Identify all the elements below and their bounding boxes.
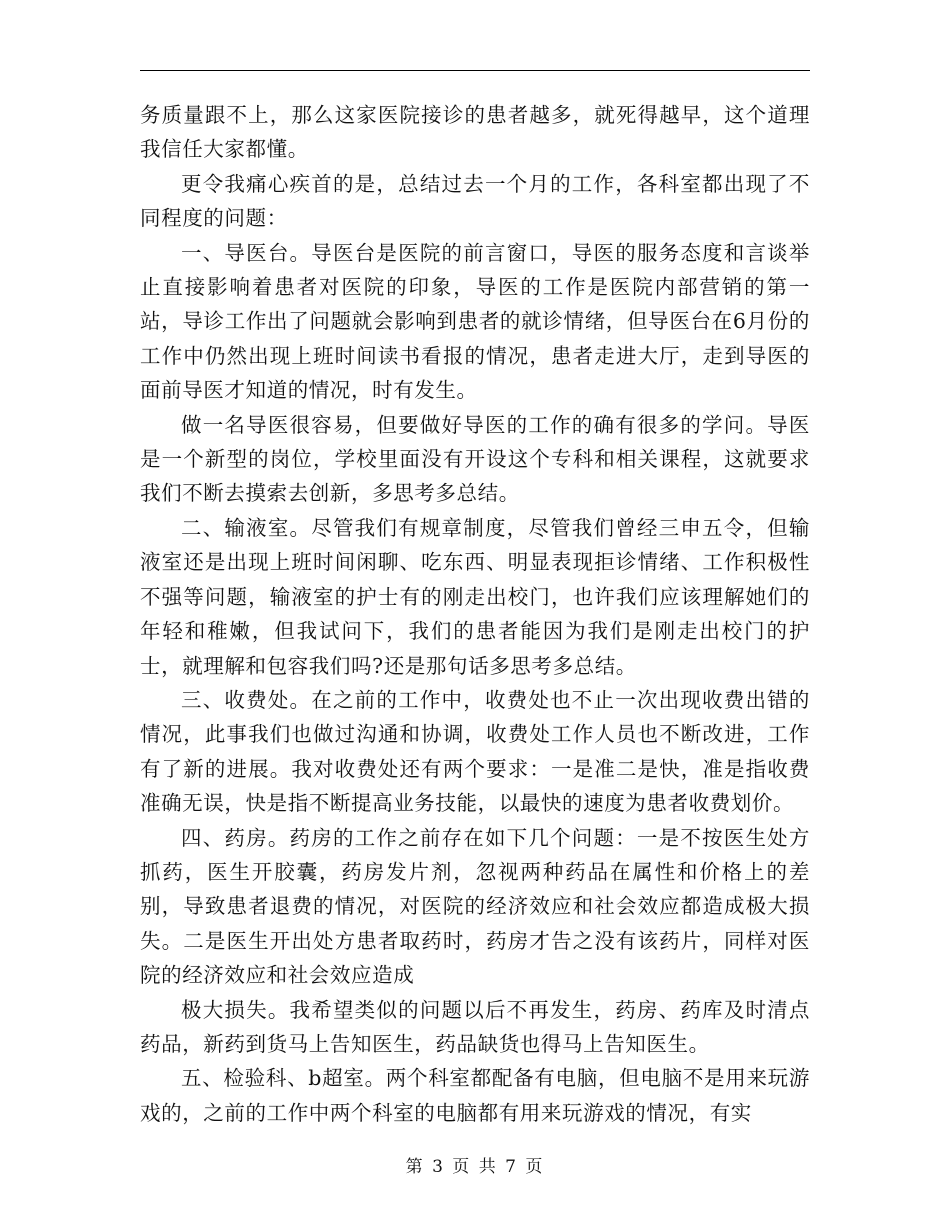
paragraph-pharmacy: 四、药房。药房的工作之前存在如下几个问题：一是不按医生处方抓药，医生开胶囊，药房发片剂，忽视两种药品在属性和价格上的差别，导致患者退费的情况，对医院的经济效应和社会效应都造成极大损失。二是医生开出处方患者取药时，药房才告之没有该药片，同样对医院的经济效应和社会效应造成	[140, 825, 810, 988]
header-rule	[140, 70, 810, 71]
paragraph-problems-intro: 更令我痛心疾首的是，总结过去一个月的工作，各科室都出现了不同程度的问题：	[140, 171, 810, 231]
paragraph-infusion-room: 二、输液室。尽管我们有规章制度，尽管我们曾经三申五令，但输液室还是出现上班时间闲聊、吃东西、明显表现拒诊情绪、工作积极性不强等问题，输液室的护士有的刚走出校门，也许我们应该理解她们的年轻和稚嫩，但我试问下，我们的患者能因为我们是刚走出校门的护士，就理解和包容我们吗?还是那句话多思考多总结。	[140, 515, 810, 678]
document-body	[140, 98, 810, 1130]
page-number: 第 3 页 共 7 页	[405, 1157, 545, 1177]
paragraph-pharmacy-continued: 极大损失。我希望类似的问题以后不再发生，药房、药库及时清点药品，新药到货马上告知医生，药品缺货也得马上告知医生。	[140, 997, 810, 1056]
paragraph-continuation: 务质量跟不上，那么这家医院接诊的患者越多，就死得越早，这个道理我信任大家都懂。	[140, 103, 810, 162]
paragraph-guide-role: 做一名导医很容易，但要做好导医的工作的确有很多的学问。导医是一个新型的岗位，学校里面没有开设这个专科和相关课程，这就要求我们不断去摸索去创新，多思考多总结。	[140, 412, 810, 506]
paragraph-guide-desk: 一、导医台。导医台是医院的前言窗口，导医的服务态度和言谈举止直接影响着患者对医院的印象，导医的工作是医院内部营销的第一站，导诊工作出了问题就会影响到患者的就诊情绪，但导医台在6月份的工作中仍然出现上班时间读书看报的情况，患者走进大厅，走到导医的面前导医才知道的情况，时有发生。	[140, 240, 810, 403]
paragraph-billing-office: 三、收费处。在之前的工作中，收费处也不止一次出现收费出错的情况，此事我们也做过沟通和协调，收费处工作人员也不断改进，工作有了新的进展。我对收费处还有两个要求：一是准二是快，准是指收费准确无误，快是指不断提高业务技能，以最快的速度为患者收费划价。	[140, 687, 810, 816]
paragraph-lab-ultrasound: 五、检验科、b超室。两个科室都配备有电脑，但电脑不是用来玩游戏的，之前的工作中两个科室的电脑都有用来玩游戏的情况，有实	[140, 1066, 810, 1125]
